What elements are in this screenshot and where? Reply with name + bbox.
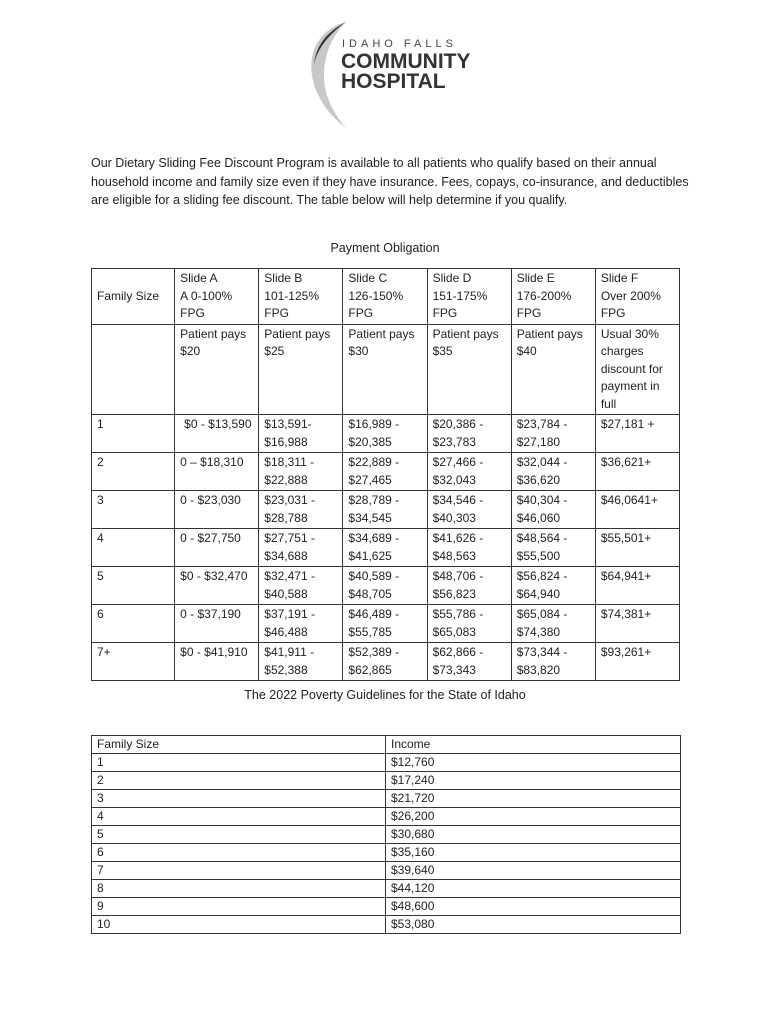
family-size-cell: 1: [92, 415, 175, 453]
income-range-cell: $0 - $32,470: [175, 567, 259, 605]
table-row: [92, 567, 680, 605]
income-range-cell: $34,689 - $41,625: [343, 529, 427, 567]
income-cell: $17,240: [386, 772, 681, 790]
family-size-cell: 5: [92, 826, 386, 844]
slide-header-cell: Slide F Over 200% FPG: [595, 269, 679, 325]
table-row: [92, 916, 681, 934]
income-range-cell: $13,591- $16,988: [259, 415, 343, 453]
income-range-cell: $27,751 - $34,688: [259, 529, 343, 567]
slide-header-cell: Slide C 126-150% FPG: [343, 269, 427, 325]
income-range-cell: 0 - $23,030: [175, 491, 259, 529]
income-cell: $26,200: [386, 808, 681, 826]
slide-header-cell: Slide E 176-200% FPG: [511, 269, 595, 325]
table-row: [92, 605, 680, 643]
income-range-cell: $36,621+: [595, 453, 679, 491]
income-cell: $39,640: [386, 862, 681, 880]
patient-pays-row: [92, 324, 680, 415]
table-row: [92, 772, 681, 790]
income-range-cell: $74,381+: [595, 605, 679, 643]
income-range-cell: $93,261+: [595, 643, 679, 681]
empty-cell: [92, 324, 175, 415]
family-size-cell: 5: [92, 567, 175, 605]
patient-pays-cell: Patient pays $30: [343, 324, 427, 415]
income-cell: $44,120: [386, 880, 681, 898]
poverty-caption: The 2022 Poverty Guidelines for the State of Idaho: [244, 688, 526, 702]
patient-pays-cell: Usual 30% charges discount for payment in full: [595, 324, 679, 415]
family-size-cell: 3: [92, 491, 175, 529]
family-size-cell: 9: [92, 898, 386, 916]
income-cell: $48,600: [386, 898, 681, 916]
column-header: Income: [386, 736, 681, 754]
income-range-cell: $27,466 - $32,043: [427, 453, 511, 491]
family-size-cell: 4: [92, 808, 386, 826]
table-row: [92, 415, 680, 453]
logo-line-2: COMMUNITY: [341, 50, 471, 73]
logo-line-1: IDAHO FALLS: [342, 38, 457, 50]
family-size-cell: 8: [92, 880, 386, 898]
income-range-cell: $73,344 - $83,820: [511, 643, 595, 681]
income-range-cell: $55,501+: [595, 529, 679, 567]
patient-pays-cell: Patient pays $25: [259, 324, 343, 415]
payment-obligation-table: [91, 268, 680, 681]
income-range-cell: $18,311 - $22,888: [259, 453, 343, 491]
slide-header-cell: Slide B 101-125% FPG: [259, 269, 343, 325]
income-range-cell: $62,866 - $73,343: [427, 643, 511, 681]
table-row: [92, 529, 680, 567]
table-row: [92, 643, 680, 681]
table-row: [92, 808, 681, 826]
family-size-cell: 1: [92, 754, 386, 772]
income-range-cell: $48,564 - $55,500: [511, 529, 595, 567]
hospital-logo: [300, 18, 480, 130]
family-size-cell: 10: [92, 916, 386, 934]
column-header: Family Size: [92, 736, 386, 754]
income-range-cell: $34,546 - $40,303: [427, 491, 511, 529]
income-cell: $30,680: [386, 826, 681, 844]
income-range-cell: $23,031 - $28,788: [259, 491, 343, 529]
table-row: [92, 844, 681, 862]
income-range-cell: $0 - $41,910: [175, 643, 259, 681]
patient-pays-cell: Patient pays $35: [427, 324, 511, 415]
income-range-cell: $37,191 - $46,488: [259, 605, 343, 643]
intro-paragraph: Our Dietary Sliding Fee Discount Program is available to all patients who qualify based on their annual household income and family size even if they have insurance. Fees, copays, co-insurance, and deductibles are eligible for a sliding fee discount. The table below will help determine if you qualify.: [91, 156, 689, 207]
income-range-cell: $52,389 - $62,865: [343, 643, 427, 681]
header-label-cell: Family Size: [92, 269, 175, 325]
family-size-cell: 6: [92, 844, 386, 862]
income-cell: $53,080: [386, 916, 681, 934]
table-row: [92, 754, 681, 772]
income-range-cell: $20,386 - $23,783: [427, 415, 511, 453]
income-range-cell: $23,784 - $27,180: [511, 415, 595, 453]
slide-header-cell: Slide D 151-175% FPG: [427, 269, 511, 325]
family-size-cell: 6: [92, 605, 175, 643]
income-range-cell: $40,589 - $48,705: [343, 567, 427, 605]
income-range-cell: 0 - $27,750: [175, 529, 259, 567]
income-range-cell: $22,889 - $27,465: [343, 453, 427, 491]
income-range-cell: 0 - $37,190: [175, 605, 259, 643]
income-range-cell: $64,941+: [595, 567, 679, 605]
income-range-cell: $46,489 - $55,785: [343, 605, 427, 643]
income-range-cell: $32,044 - $36,620: [511, 453, 595, 491]
income-range-cell: $41,626 - $48,563: [427, 529, 511, 567]
income-cell: $21,720: [386, 790, 681, 808]
table-row: [92, 491, 680, 529]
patient-pays-cell: Patient pays $40: [511, 324, 595, 415]
income-range-cell: $41,911 - $52,388: [259, 643, 343, 681]
income-range-cell: $55,786 - $65,083: [427, 605, 511, 643]
income-range-cell: $46,0641+: [595, 491, 679, 529]
table-row: [92, 880, 681, 898]
logo-line-3: HOSPITAL: [341, 70, 446, 93]
family-size-cell: 3: [92, 790, 386, 808]
patient-pays-cell: Patient pays $20: [175, 324, 259, 415]
income-range-cell: $27,181 +: [595, 415, 679, 453]
income-range-cell: $16,989 - $20,385: [343, 415, 427, 453]
slide-header-cell: Slide A A 0-100% FPG: [175, 269, 259, 325]
family-size-cell: 7+: [92, 643, 175, 681]
table-header-row: [92, 736, 681, 754]
income-range-cell: $56,824 - $64,940: [511, 567, 595, 605]
income-range-cell: $65,084 - $74,380: [511, 605, 595, 643]
income-cell: $12,760: [386, 754, 681, 772]
poverty-guidelines-table: [91, 735, 681, 934]
slide-header-row: [92, 269, 680, 325]
income-range-cell: $28,789 - $34,545: [343, 491, 427, 529]
income-range-cell: $0 - $13,590: [175, 415, 259, 453]
income-cell: $35,160: [386, 844, 681, 862]
table-row: [92, 790, 681, 808]
family-size-cell: 4: [92, 529, 175, 567]
income-range-cell: $32,471 - $40,588: [259, 567, 343, 605]
income-range-cell: $40,304 - $46,060: [511, 491, 595, 529]
income-range-cell: 0 – $18,310: [175, 453, 259, 491]
payment-caption: Payment Obligation: [330, 241, 440, 255]
table-row: [92, 862, 681, 880]
family-size-cell: 2: [92, 453, 175, 491]
family-size-cell: 7: [92, 862, 386, 880]
table-row: [92, 898, 681, 916]
income-range-cell: $48,706 - $56,823: [427, 567, 511, 605]
table-row: [92, 826, 681, 844]
table-row: [92, 453, 680, 491]
family-size-cell: 2: [92, 772, 386, 790]
